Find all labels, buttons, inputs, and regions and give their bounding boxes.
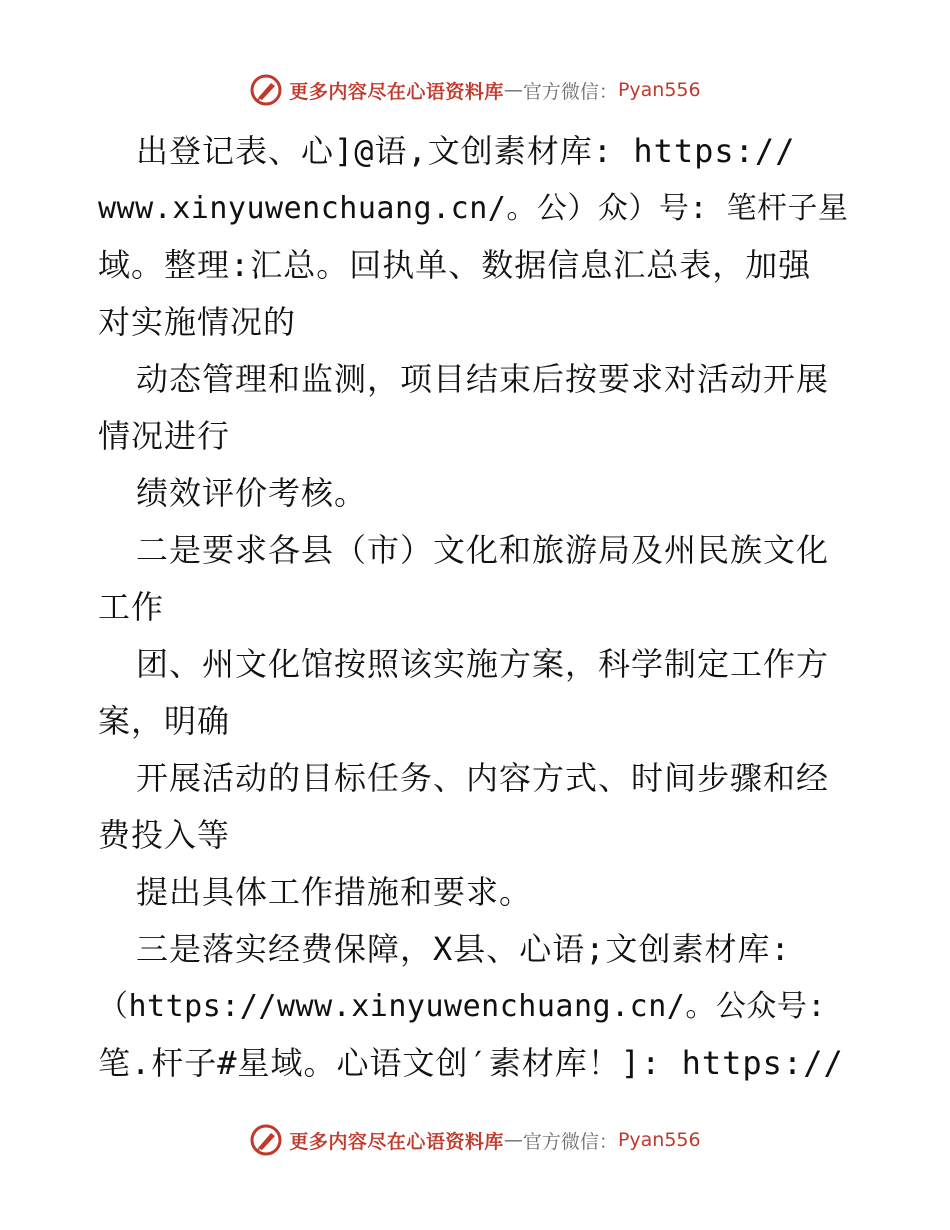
body-line: 出登记表、心]@语,文创素材库: https:// xyxy=(136,132,796,170)
body-line: 工作 xyxy=(98,588,165,626)
body-line: 案，明确 xyxy=(98,702,231,740)
body-line: 情况进行 xyxy=(98,417,231,455)
body-line: 团、州文化馆按照该实施方案，科学制定工作方 xyxy=(136,645,830,683)
body-line: （https://www.xinyuwenchuang.cn/。公众号: xyxy=(98,989,826,1024)
body-line: 笔.杆子#星域。心语文创′素材库！]: https:// xyxy=(98,1044,844,1082)
document-body xyxy=(98,123,858,1092)
watermark-wechat-id: Pyan556 xyxy=(617,1129,701,1151)
body-line: 提出具体工作措施和要求。 xyxy=(136,873,533,911)
watermark-main-text: 更多内容尽在心语资料库 xyxy=(289,80,504,103)
watermark-official-text: 官方微信： xyxy=(522,1130,618,1153)
body-line: 费投入等 xyxy=(98,816,231,854)
body-line: 域。整理:汇总。回执单、数据信息汇总表，加强 xyxy=(98,246,812,284)
body-line: www.xinyuwenchuang.cn/。公）众）号: 笔杆子星 xyxy=(98,191,849,226)
body-line: 绩效评价考核。 xyxy=(136,474,368,512)
watermark-separator: — xyxy=(503,1129,523,1151)
body-line: 开展活动的目标任务、内容方式、时间步骤和经 xyxy=(136,759,830,797)
watermark-wechat-id: Pyan556 xyxy=(617,79,701,101)
watermark-official-text: 官方微信： xyxy=(522,80,618,103)
body-line: 对实施情况的 xyxy=(98,303,297,341)
pen-logo-icon xyxy=(249,1123,283,1157)
watermark-footer xyxy=(0,1120,950,1160)
body-line: 二是要求各县（市）文化和旅游局及州民族文化 xyxy=(136,531,830,569)
watermark-main-text: 更多内容尽在心语资料库 xyxy=(289,1130,504,1153)
body-line: 动态管理和监测，项目结束后按要求对活动开展 xyxy=(136,360,830,398)
body-line: 三是落实经费保障，X县、心语;文创素材库: xyxy=(136,930,791,968)
watermark-separator: — xyxy=(503,79,523,101)
watermark-header xyxy=(0,70,950,110)
pen-logo-icon xyxy=(249,73,283,107)
